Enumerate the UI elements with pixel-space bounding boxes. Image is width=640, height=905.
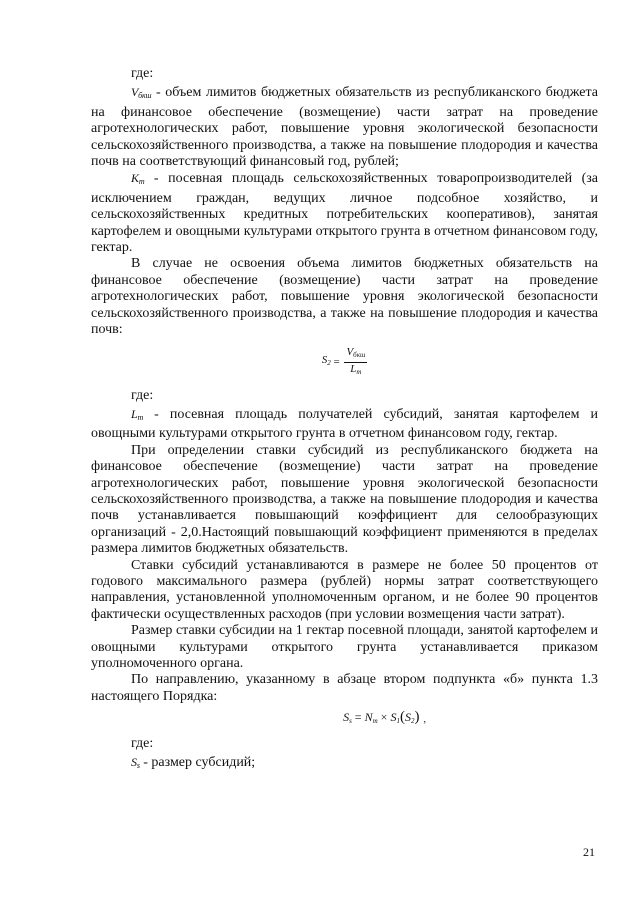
symbol-k-m: $K_m$ xyxy=(131,171,145,187)
formula-s2-equals: = xyxy=(330,355,343,368)
formula-s2-numerator: $V_{бкш}$ xyxy=(344,346,367,363)
formula-ss-times: × xyxy=(377,710,391,725)
where-label: где: xyxy=(131,735,154,751)
page-content xyxy=(91,66,598,774)
formula-s2-denominator: $L_m$ xyxy=(350,362,362,376)
symbol-v-bksh: $V_{бкш}$ xyxy=(131,85,152,101)
formula-s2-lhs: $S_2$ xyxy=(321,354,331,368)
formula-ss-paren-open: ( xyxy=(399,709,405,726)
where-label: где: xyxy=(131,387,154,403)
where-label: где: xyxy=(131,66,154,81)
paragraph-case-not-mastered: В случае не освоения объема лимитов бюджетных обязательств на финансовое обеспечение (возмещение) части затрат на проведение агротехнологических работ, повышение уровня экологической безопасности сельскохозяйственного производства, а также на повышение плодородия и качества почв: xyxy=(91,256,598,338)
definition-s-s: $S_s$ - размер субсидий; xyxy=(131,755,256,771)
definition-l-m: $L_m$ - посевная площадь получателей субсидий, занятая картофелем и овощными культурами открытого грунта в отчетном финансовом году, гектар. xyxy=(91,406,598,442)
formula-ss-comma: , xyxy=(423,714,426,726)
formula-ss-s2: $S_2$ xyxy=(404,710,415,726)
formula-ss-paren-close: ) xyxy=(414,709,420,726)
symbol-l-m: $L_m$ xyxy=(131,406,144,422)
formula-ss-equals: = xyxy=(351,710,365,725)
formula-ss xyxy=(131,709,638,729)
definition-k-m: $K_m$ - посевная площадь сельскохозяйственных товаропроизводителей (за исключением граждан, ведущих личное подсобное хозяйство, и сельскохозяйственных кредитных потребительских кооперативов), занятая картофелем и овощными культурами открытого грунта в отчетном финансовом году, гектар. xyxy=(91,171,598,256)
paragraph-rate-limits: Ставки субсидий устанавливаются в размере не более 50 процентов от годового максимального размера (рублей) нормы затрат соответствующего направления, установленной уполномоченным органом, и не более 90 процентов фактически осуществленных расходов (при условии возмещения части затрат). xyxy=(91,557,598,622)
paragraph-direction: По направлению, указанному в абзаце втором подпункта «б» пункта 1.3 настоящего Порядка: xyxy=(91,672,598,704)
page-number: 21 xyxy=(583,845,595,859)
definition-v-bksh: $V_{бкш}$ - объем лимитов бюджетных обязательств из республиканского бюджета на финансовое обеспечение (возмещение) части затрат на проведение агротехнологических работ, повышение уровня экологической безопасности сельскохозяйственного производства, а также на повышение плодородия и качества почв на соответствующий финансовый год, рублей; xyxy=(91,85,598,170)
formula-s2 xyxy=(91,346,598,379)
formula-s2-fraction xyxy=(344,346,367,379)
symbol-s-s: $S_s$ xyxy=(131,755,140,771)
formula-ss-lhs: $S_s$ xyxy=(343,710,352,726)
paragraph-rate-coefficient: При определении ставки субсидий из республиканского бюджета на финансовое обеспечение (возмещение) части затрат на проведение агротехнологических работ, повышение уровня экологической безопасности сельскохозяйственного производства, а также на повышение плодородия и качества почв устанавливается повышающий коэффициент для селообразующих организаций - 2,0.Настоящий повышающий коэффициент применяются в пределах размера лимитов бюджетных обязательств. xyxy=(91,442,598,557)
formula-ss-n: $N_m$ xyxy=(364,710,378,726)
formula-ss-s1: $S_1$ xyxy=(390,710,400,726)
paragraph-rate-size: Размер ставки субсидии на 1 гектар посевной площади, занятой картофелем и овощными культурами открытого грунта устанавливается приказом уполномоченного органа. xyxy=(91,623,598,671)
